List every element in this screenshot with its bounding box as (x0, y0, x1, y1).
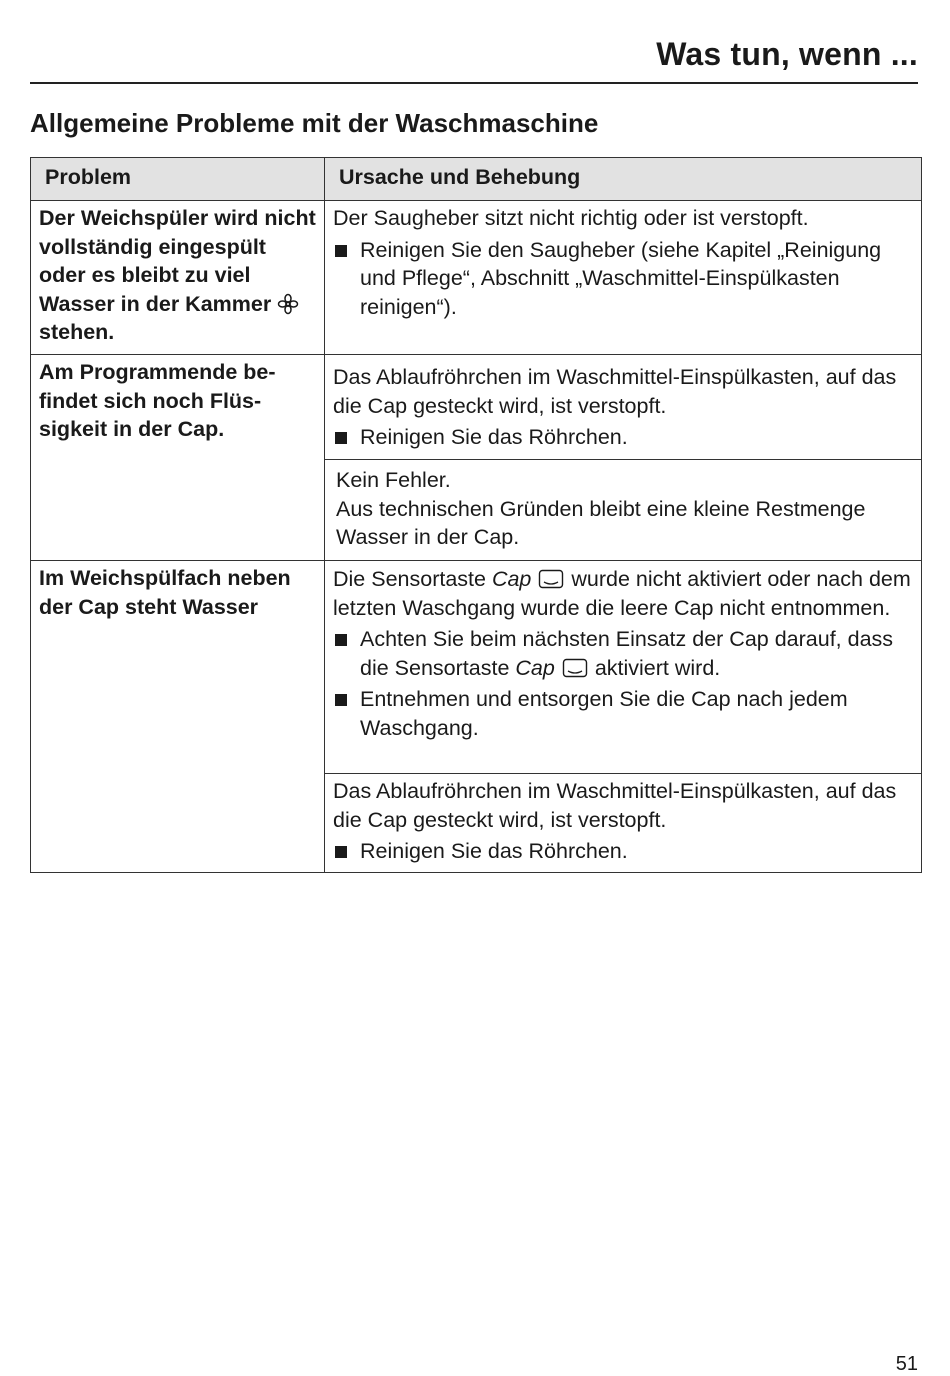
cause-text: Das Ablaufröhrchen im Waschmittel-Einspülkasten, auf das die Cap gesteckt wird, ist verstopft. (333, 365, 897, 418)
table-row (31, 201, 922, 355)
problem-cell (31, 561, 325, 873)
problem-cell (31, 355, 325, 561)
cause-text: Das Ablaufröhrchen im Waschmittel-Einspülkasten, auf das die Cap gesteckt wird, ist verstopft. (333, 779, 897, 832)
cause-cell (325, 460, 922, 561)
remedy-text: Reinigen Sie das Röhrchen. (360, 425, 628, 449)
cause-cell (325, 355, 922, 460)
remedy-text-part: Achten Sie beim nächsten Einsatz der Cap darauf, dass die Sensortaste (360, 627, 894, 680)
bullet-square-icon (333, 837, 360, 866)
troubleshooting-table (30, 157, 922, 873)
sensor-key-name: Cap (491, 567, 532, 591)
page-number: 51 (895, 1353, 918, 1375)
problem-text: Der Weichspüler wird nicht vollständig eingespült oder es bleibt zu viel Wasser in der Kammer (39, 206, 316, 316)
cause-text: Der Saugheber sitzt nicht richtig oder ist verstopft. (333, 206, 809, 230)
sensor-key-name: Cap (515, 655, 555, 680)
cause-text-part: wurde nicht aktiviert oder nach dem letzten Waschgang wurde die leere Cap nicht entnommen. (333, 567, 911, 620)
problem-cell (31, 201, 325, 355)
column-header-problem: Problem (31, 158, 325, 201)
table-row (31, 561, 922, 774)
cause-text-part: Die Sensortaste (333, 567, 486, 591)
remedy-bullet (333, 685, 913, 742)
remedy-text: Reinigen Sie das Röhrchen. (360, 839, 628, 863)
column-header-cause: Ursache und Behebung (325, 158, 922, 201)
remedy-text: Entnehmen und entsorgen Sie die Cap nach jedem Waschgang. (360, 687, 848, 740)
cause-cell (325, 561, 922, 774)
remedy-text (360, 625, 913, 682)
table-header-row (31, 158, 922, 201)
remedy-text-part: aktiviert wird. (594, 655, 721, 680)
cause-cell (325, 774, 922, 873)
remedy-bullet (333, 625, 913, 682)
bullet-square-icon (333, 685, 360, 742)
fabric-softener-flower-icon (277, 293, 299, 315)
cause-text (333, 565, 913, 622)
problem-text-end: stehen. (39, 320, 115, 344)
remedy-text: Reinigen Sie den Saugheber (siehe Kapitel „Reinigung und Pflege“, Abschnitt „Waschmittel-Einspülkasten reinigen“). (360, 237, 882, 319)
remedy-bullet (333, 236, 913, 322)
cause-text: Aus technischen Gründen bleibt eine kleine Restmenge Wasser in der Cap. (336, 496, 866, 549)
problem-text: Am Programmende befindet sich noch Flüssigkeit in der Cap. (39, 360, 276, 441)
bullet-square-icon (333, 625, 360, 682)
bullet-square-icon (333, 423, 360, 452)
cap-sensor-icon (562, 658, 588, 678)
remedy-bullet (333, 423, 913, 452)
bullet-square-icon (333, 236, 360, 322)
cap-sensor-icon (538, 569, 564, 589)
page-title: Was tun, wenn ... (656, 36, 918, 72)
remedy-bullet (333, 837, 913, 866)
page-header (30, 36, 918, 84)
table-row (31, 355, 922, 460)
problem-text: Im Weichspülfach neben der Cap steht Wasser (39, 566, 291, 619)
cause-text: Kein Fehler. (336, 468, 451, 492)
section-title: Allgemeine Probleme mit der Waschmaschine (30, 108, 599, 138)
cause-cell (325, 201, 922, 355)
